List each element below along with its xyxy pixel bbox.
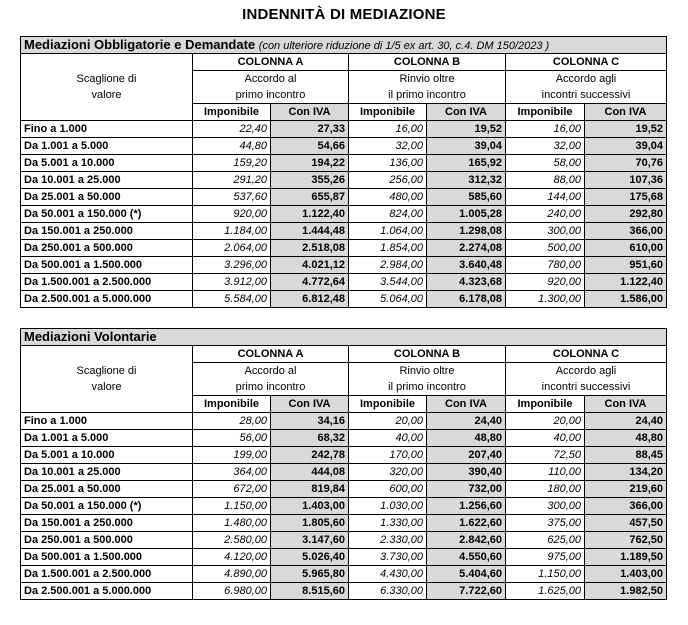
colonna-b-con-iva-cell: 1.298,08	[427, 223, 506, 240]
colonna-c-con-iva-cell: 951,60	[585, 257, 667, 274]
table-row	[21, 206, 667, 223]
colonna-c-imponibile-cell: 72,50	[506, 447, 585, 464]
colonna-a-imponibile-cell: 22,40	[193, 121, 271, 138]
colonna-c-imponibile-cell: 300,00	[506, 498, 585, 515]
colonna-c-con-iva-cell: 366,00	[585, 498, 667, 515]
colonna-a-con-iva-cell: 4.772,64	[271, 274, 349, 291]
colonna-b-con-iva-cell: 312,32	[427, 172, 506, 189]
colonna-a-imponibile-cell: 159,20	[193, 155, 271, 172]
colonna-b-header: COLONNA B	[349, 346, 506, 363]
colonna-c-imponibile-cell: 300,00	[506, 223, 585, 240]
table-row	[21, 498, 667, 515]
colonna-b-imponibile-cell: 480,00	[349, 189, 427, 206]
table-row	[21, 138, 667, 155]
colonna-b-con-iva-cell: 2.274,08	[427, 240, 506, 257]
scaglione-label-2: valore	[21, 87, 193, 104]
colonna-c-imponibile-cell: 920,00	[506, 274, 585, 291]
scaglione-cell: Da 1.001 a 5.000	[21, 430, 193, 447]
colonna-c-con-iva-cell: 292,80	[585, 206, 667, 223]
colonna-b-imponibile-cell: 170,00	[349, 447, 427, 464]
colonna-a-imponibile-cell: 2.580,00	[193, 532, 271, 549]
colonna-c-imponibile-cell: 1.625,00	[506, 583, 585, 600]
scaglione-cell: Da 1.001 a 5.000	[21, 138, 193, 155]
scaglione-header-top	[21, 54, 193, 71]
table-row	[21, 223, 667, 240]
table-row	[21, 257, 667, 274]
colonna-b-con-iva-cell: 1.005,28	[427, 206, 506, 223]
volontarie-table	[20, 328, 667, 600]
colonna-b-con-iva-cell: 24,40	[427, 413, 506, 430]
colonna-a-con-iva-cell: 444,08	[271, 464, 349, 481]
colonna-a-con-iva-cell: 5.965,80	[271, 566, 349, 583]
colonna-a-imponibile-cell: 56,00	[193, 430, 271, 447]
colonna-c-con-iva-cell: 457,50	[585, 515, 667, 532]
table-row	[21, 549, 667, 566]
colonna-b-con-iva-cell: 39,04	[427, 138, 506, 155]
colonna-c-con-iva-cell: 1.982,50	[585, 583, 667, 600]
scaglione-cell: Da 1.500.001 a 2.500.000	[21, 566, 193, 583]
table-row	[21, 155, 667, 172]
colonna-a-imponibile-cell: 920,00	[193, 206, 271, 223]
colonna-a-desc-2: primo incontro	[193, 379, 349, 396]
scaglione-header-bottom	[21, 396, 193, 413]
colonna-b-con-iva-cell: 6.178,08	[427, 291, 506, 308]
scaglione-cell: Da 2.500.001 a 5.000.000	[21, 583, 193, 600]
colonna-b-imponibile-cell: 136,00	[349, 155, 427, 172]
colonna-a-header: COLONNA A	[193, 346, 349, 363]
subheader-row	[21, 396, 667, 413]
colonna-c-imponibile-cell: 780,00	[506, 257, 585, 274]
scaglione-cell: Da 250.001 a 500.000	[21, 532, 193, 549]
colonna-b-con-iva-cell: 390,40	[427, 464, 506, 481]
colonna-a-imponibile-cell: 4.120,00	[193, 549, 271, 566]
colonna-a-con-iva-cell: 3.147,60	[271, 532, 349, 549]
colonna-b-imponibile-cell: 32,00	[349, 138, 427, 155]
colonna-a-con-iva-cell: 1.122,40	[271, 206, 349, 223]
con-iva-header: Con IVA	[585, 396, 667, 413]
colonna-b-imponibile-cell: 1.030,00	[349, 498, 427, 515]
colonna-a-con-iva-cell: 1.444,48	[271, 223, 349, 240]
con-iva-header: Con IVA	[585, 104, 667, 121]
column-desc-row-1	[21, 71, 667, 88]
colonna-b-imponibile-cell: 3.730,00	[349, 549, 427, 566]
colonna-b-con-iva-cell: 7.722,60	[427, 583, 506, 600]
colonna-c-con-iva-cell: 1.189,50	[585, 549, 667, 566]
con-iva-header: Con IVA	[427, 396, 506, 413]
table-row	[21, 430, 667, 447]
table-row	[21, 189, 667, 206]
scaglione-header-top	[21, 346, 193, 363]
colonna-c-desc-1: Accordo agli	[506, 363, 667, 380]
colonna-b-con-iva-cell: 1.622,60	[427, 515, 506, 532]
colonna-c-imponibile-cell: 16,00	[506, 121, 585, 138]
table-row	[21, 172, 667, 189]
scaglione-cell: Da 500.001 a 1.500.000	[21, 549, 193, 566]
colonna-b-con-iva-cell: 1.256,60	[427, 498, 506, 515]
colonna-b-imponibile-cell: 600,00	[349, 481, 427, 498]
scaglione-cell: Da 5.001 a 10.000	[21, 155, 193, 172]
scaglione-cell: Da 10.001 a 25.000	[21, 172, 193, 189]
colonna-b-con-iva-cell: 207,40	[427, 447, 506, 464]
colonna-a-desc-2: primo incontro	[193, 87, 349, 104]
table-row	[21, 447, 667, 464]
column-header-row	[21, 346, 667, 363]
colonna-a-con-iva-cell: 27,33	[271, 121, 349, 138]
scaglione-cell: Fino a 1.000	[21, 413, 193, 430]
colonna-c-con-iva-cell: 1.586,00	[585, 291, 667, 308]
section-title-text: Mediazioni Obbligatorie e Demandate	[24, 36, 256, 52]
scaglione-cell: Da 5.001 a 10.000	[21, 447, 193, 464]
colonna-c-con-iva-cell: 39,04	[585, 138, 667, 155]
table-row	[21, 413, 667, 430]
colonna-a-imponibile-cell: 291,20	[193, 172, 271, 189]
colonna-c-header: COLONNA C	[506, 54, 667, 71]
scaglione-cell: Da 25.001 a 50.000	[21, 189, 193, 206]
colonna-b-con-iva-cell: 585,60	[427, 189, 506, 206]
colonna-c-con-iva-cell: 219,60	[585, 481, 667, 498]
colonna-a-desc-1: Accordo al	[193, 363, 349, 380]
colonna-b-con-iva-cell: 5.404,60	[427, 566, 506, 583]
imponibile-header: Imponibile	[506, 396, 585, 413]
scaglione-cell: Da 150.001 a 250.000	[21, 223, 193, 240]
colonna-b-imponibile-cell: 20,00	[349, 413, 427, 430]
colonna-a-con-iva-cell: 34,16	[271, 413, 349, 430]
colonna-a-con-iva-cell: 68,32	[271, 430, 349, 447]
colonna-b-imponibile-cell: 320,00	[349, 464, 427, 481]
table-row	[21, 532, 667, 549]
subheader-row	[21, 104, 667, 121]
colonna-a-desc-1: Accordo al	[193, 71, 349, 88]
colonna-c-imponibile-cell: 110,00	[506, 464, 585, 481]
colonna-a-con-iva-cell: 2.518,08	[271, 240, 349, 257]
column-desc-row-1	[21, 363, 667, 380]
section-title-row	[21, 329, 667, 346]
colonna-a-con-iva-cell: 194,22	[271, 155, 349, 172]
colonna-a-imponibile-cell: 1.150,00	[193, 498, 271, 515]
table-row	[21, 274, 667, 291]
con-iva-header: Con IVA	[427, 104, 506, 121]
imponibile-header: Imponibile	[349, 104, 427, 121]
colonna-b-imponibile-cell: 6.330,00	[349, 583, 427, 600]
colonna-b-con-iva-cell: 3.640,48	[427, 257, 506, 274]
colonna-c-desc-2: incontri successivi	[506, 87, 667, 104]
colonna-a-imponibile-cell: 44,80	[193, 138, 271, 155]
colonna-c-con-iva-cell: 366,00	[585, 223, 667, 240]
colonna-b-desc-1: Rinvio oltre	[349, 363, 506, 380]
table-row	[21, 464, 667, 481]
section-title-row	[21, 37, 667, 54]
colonna-c-con-iva-cell: 762,50	[585, 532, 667, 549]
scaglione-cell: Da 500.001 a 1.500.000	[21, 257, 193, 274]
colonna-b-imponibile-cell: 40,00	[349, 430, 427, 447]
imponibile-header: Imponibile	[506, 104, 585, 121]
imponibile-header: Imponibile	[349, 396, 427, 413]
colonna-a-header: COLONNA A	[193, 54, 349, 71]
colonna-b-imponibile-cell: 256,00	[349, 172, 427, 189]
colonna-b-imponibile-cell: 1.064,00	[349, 223, 427, 240]
colonna-c-imponibile-cell: 40,00	[506, 430, 585, 447]
colonna-a-con-iva-cell: 655,87	[271, 189, 349, 206]
colonna-c-con-iva-cell: 107,36	[585, 172, 667, 189]
scaglione-cell: Da 50.001 a 150.000 (*)	[21, 498, 193, 515]
table-row	[21, 583, 667, 600]
colonna-c-imponibile-cell: 500,00	[506, 240, 585, 257]
colonna-c-con-iva-cell: 1.122,40	[585, 274, 667, 291]
column-desc-row-2	[21, 379, 667, 396]
scaglione-cell: Da 250.001 a 500.000	[21, 240, 193, 257]
scaglione-label-2: valore	[21, 379, 193, 396]
page-title: INDENNITÀ DI MEDIAZIONE	[242, 6, 446, 23]
colonna-c-desc-1: Accordo agli	[506, 71, 667, 88]
colonna-a-con-iva-cell: 6.812,48	[271, 291, 349, 308]
colonna-c-imponibile-cell: 144,00	[506, 189, 585, 206]
colonna-c-con-iva-cell: 610,00	[585, 240, 667, 257]
scaglione-label-1: Scaglione di	[21, 363, 193, 380]
colonna-a-imponibile-cell: 364,00	[193, 464, 271, 481]
colonna-a-imponibile-cell: 2.064,00	[193, 240, 271, 257]
colonna-a-con-iva-cell: 5.026,40	[271, 549, 349, 566]
scaglione-header-bottom	[21, 104, 193, 121]
colonna-a-imponibile-cell: 199,00	[193, 447, 271, 464]
colonna-b-con-iva-cell: 165,92	[427, 155, 506, 172]
scaglione-cell: Fino a 1.000	[21, 121, 193, 138]
colonna-c-imponibile-cell: 58,00	[506, 155, 585, 172]
colonna-a-imponibile-cell: 28,00	[193, 413, 271, 430]
colonna-a-imponibile-cell: 537,60	[193, 189, 271, 206]
table-row	[21, 240, 667, 257]
colonna-a-con-iva-cell: 54,66	[271, 138, 349, 155]
colonna-c-con-iva-cell: 1.403,00	[585, 566, 667, 583]
table-row	[21, 121, 667, 138]
scaglione-cell: Da 2.500.001 a 5.000.000	[21, 291, 193, 308]
section-title-text: Mediazioni Volontarie	[24, 328, 157, 344]
colonna-c-imponibile-cell: 180,00	[506, 481, 585, 498]
colonna-b-imponibile-cell: 2.330,00	[349, 532, 427, 549]
scaglione-cell: Da 25.001 a 50.000	[21, 481, 193, 498]
colonna-c-con-iva-cell: 88,45	[585, 447, 667, 464]
colonna-a-con-iva-cell: 355,26	[271, 172, 349, 189]
scaglione-cell: Da 10.001 a 25.000	[21, 464, 193, 481]
obbligatorie-table	[20, 36, 667, 308]
colonna-a-con-iva-cell: 4.021,12	[271, 257, 349, 274]
colonna-c-imponibile-cell: 32,00	[506, 138, 585, 155]
colonna-a-imponibile-cell: 5.584,00	[193, 291, 271, 308]
colonna-a-con-iva-cell: 8.515,60	[271, 583, 349, 600]
scaglione-cell: Da 1.500.001 a 2.500.000	[21, 274, 193, 291]
colonna-a-imponibile-cell: 672,00	[193, 481, 271, 498]
scaglione-cell: Da 50.001 a 150.000 (*)	[21, 206, 193, 223]
colonna-b-imponibile-cell: 5.064,00	[349, 291, 427, 308]
table-row	[21, 291, 667, 308]
colonna-b-con-iva-cell: 4.323,68	[427, 274, 506, 291]
scaglione-cell: Da 150.001 a 250.000	[21, 515, 193, 532]
colonna-b-con-iva-cell: 48,80	[427, 430, 506, 447]
colonna-c-imponibile-cell: 240,00	[506, 206, 585, 223]
colonna-c-imponibile-cell: 625,00	[506, 532, 585, 549]
colonna-a-con-iva-cell: 242,78	[271, 447, 349, 464]
scaglione-label-1: Scaglione di	[21, 71, 193, 88]
colonna-b-header: COLONNA B	[349, 54, 506, 71]
imponibile-header: Imponibile	[193, 396, 271, 413]
colonna-c-con-iva-cell: 175,68	[585, 189, 667, 206]
colonna-a-con-iva-cell: 1.403,00	[271, 498, 349, 515]
colonna-b-imponibile-cell: 4.430,00	[349, 566, 427, 583]
colonna-a-imponibile-cell: 1.184,00	[193, 223, 271, 240]
colonna-b-desc-2: il primo incontro	[349, 379, 506, 396]
colonna-c-imponibile-cell: 375,00	[506, 515, 585, 532]
colonna-c-imponibile-cell: 88,00	[506, 172, 585, 189]
colonna-c-imponibile-cell: 1.150,00	[506, 566, 585, 583]
colonna-c-con-iva-cell: 134,20	[585, 464, 667, 481]
colonna-b-desc-2: il primo incontro	[349, 87, 506, 104]
colonna-b-imponibile-cell: 1.330,00	[349, 515, 427, 532]
colonna-c-header: COLONNA C	[506, 346, 667, 363]
table-row	[21, 515, 667, 532]
colonna-c-con-iva-cell: 19,52	[585, 121, 667, 138]
con-iva-header: Con IVA	[271, 104, 349, 121]
colonna-b-con-iva-cell: 732,00	[427, 481, 506, 498]
colonna-c-imponibile-cell: 975,00	[506, 549, 585, 566]
column-header-row	[21, 54, 667, 71]
colonna-b-con-iva-cell: 4.550,60	[427, 549, 506, 566]
imponibile-header: Imponibile	[193, 104, 271, 121]
section-title	[21, 37, 667, 54]
colonna-c-con-iva-cell: 24,40	[585, 413, 667, 430]
section-title	[21, 329, 667, 346]
colonna-b-imponibile-cell: 1.854,00	[349, 240, 427, 257]
colonna-a-imponibile-cell: 4.890,00	[193, 566, 271, 583]
colonna-b-imponibile-cell: 16,00	[349, 121, 427, 138]
section-note: (con ulteriore riduzione di 1/5 ex art. 30, c.4. DM 150/2023 )	[258, 39, 550, 52]
colonna-c-con-iva-cell: 48,80	[585, 430, 667, 447]
colonna-a-imponibile-cell: 6.980,00	[193, 583, 271, 600]
colonna-a-imponibile-cell: 1.480,00	[193, 515, 271, 532]
colonna-b-imponibile-cell: 2.984,00	[349, 257, 427, 274]
colonna-c-imponibile-cell: 1.300,00	[506, 291, 585, 308]
colonna-c-imponibile-cell: 20,00	[506, 413, 585, 430]
colonna-c-con-iva-cell: 70,76	[585, 155, 667, 172]
colonna-a-imponibile-cell: 3.912,00	[193, 274, 271, 291]
column-desc-row-2	[21, 87, 667, 104]
colonna-a-con-iva-cell: 1.805,60	[271, 515, 349, 532]
colonna-b-con-iva-cell: 2.842,60	[427, 532, 506, 549]
colonna-a-imponibile-cell: 3.296,00	[193, 257, 271, 274]
colonna-b-desc-1: Rinvio oltre	[349, 71, 506, 88]
colonna-c-desc-2: incontri successivi	[506, 379, 667, 396]
colonna-a-con-iva-cell: 819,84	[271, 481, 349, 498]
table-row	[21, 481, 667, 498]
con-iva-header: Con IVA	[271, 396, 349, 413]
colonna-b-con-iva-cell: 19,52	[427, 121, 506, 138]
colonna-b-imponibile-cell: 824,00	[349, 206, 427, 223]
table-row	[21, 566, 667, 583]
colonna-b-imponibile-cell: 3.544,00	[349, 274, 427, 291]
